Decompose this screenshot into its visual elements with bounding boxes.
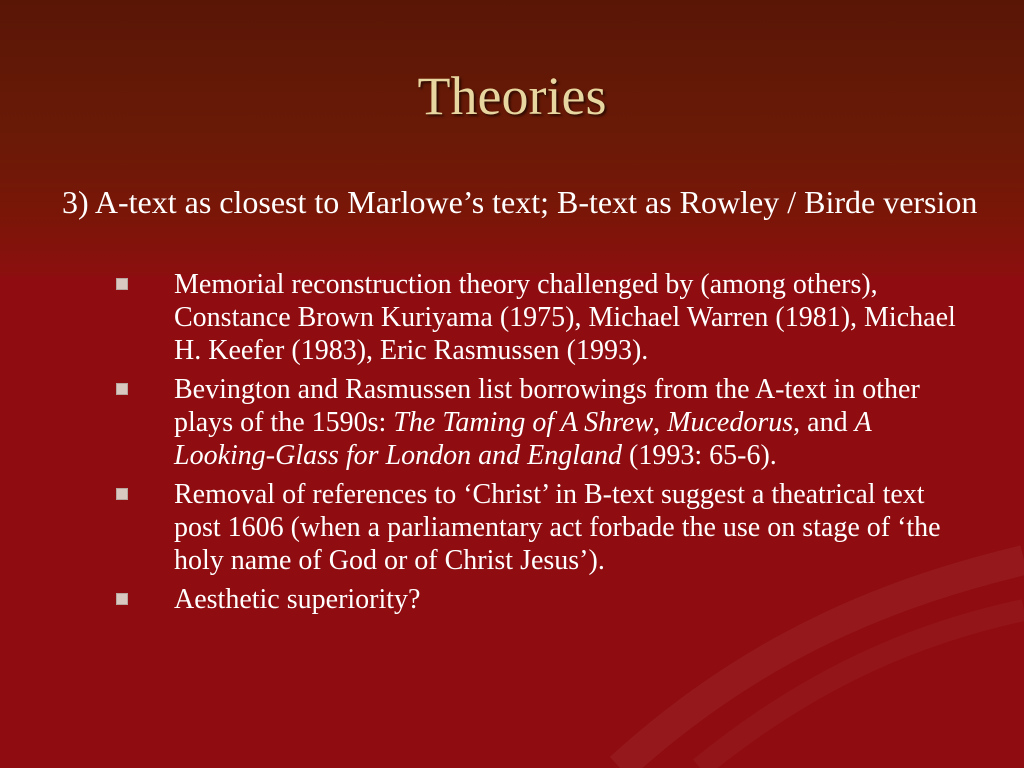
bullet-square-icon [116, 383, 128, 395]
slide-title: Theories [417, 66, 607, 126]
bullet-text-part: Bevington and Rasmussen list borrowings from the A-text in other plays of the 1590s: [174, 374, 920, 438]
bullet-item [108, 583, 978, 616]
bullet-text: Aesthetic superiority? [174, 584, 421, 615]
bullet-text: Memorial reconstruction theory challenged by (among others), Constance Brown Kuriyama (1975), Michael Warren (1981), Michael H. Keefer (1983), Eric Rasmussen (1993). [174, 269, 956, 366]
slide-heading: 3) A-text as closest to Marlowe’s text; B-text as Rowley / Birde version [62, 184, 978, 220]
bullet-square-icon [116, 278, 128, 290]
bullet-text-part: , [653, 407, 668, 438]
bullet-text: Removal of references to ‘Christ’ in B-text suggest a theatrical text post 1606 (when a parliamentary act forbade the use on stage of ‘the holy name of God or of Christ Jesus’). [174, 479, 941, 576]
bullet-square-icon [116, 593, 128, 605]
bullet-item [108, 268, 978, 367]
bullet-text [174, 374, 920, 471]
bullet-item [108, 478, 978, 577]
play-title-italic: A Looking-Glass for London and England [174, 407, 872, 471]
play-title-italic: Mucedorus [667, 407, 794, 438]
play-title-italic: The Taming of A Shrew [393, 407, 654, 438]
bullet-list [108, 268, 978, 622]
bullet-text-part: , and [793, 407, 855, 438]
bullet-item [108, 373, 978, 472]
bullet-text-part: (1993: 65-6). [622, 440, 777, 471]
bullet-square-icon [116, 488, 128, 500]
